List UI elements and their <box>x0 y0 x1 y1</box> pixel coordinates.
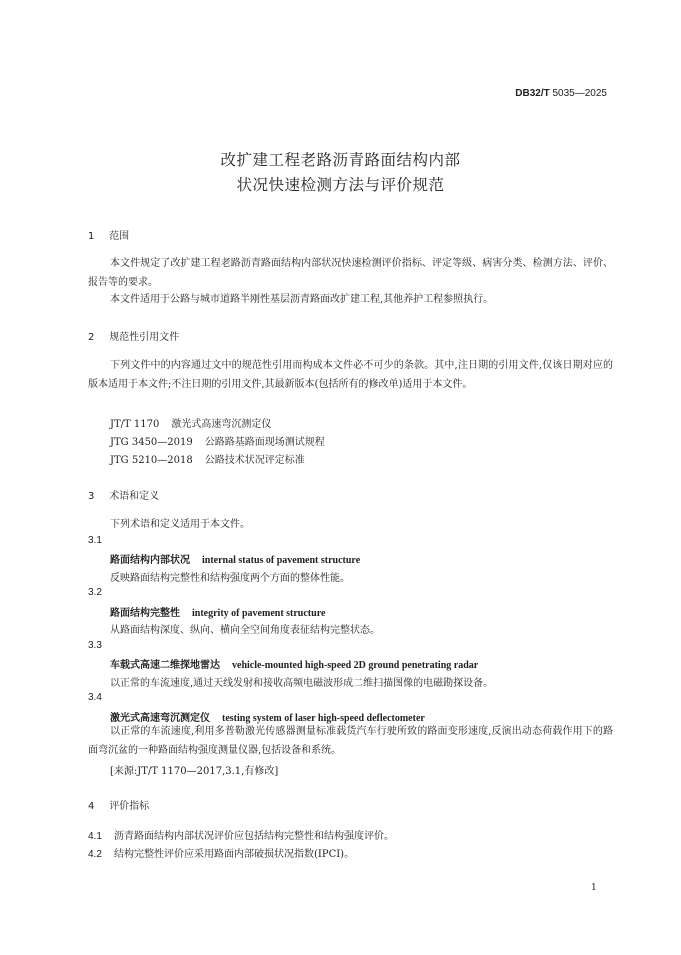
title-line-1: 改扩建工程老路沥青路面结构内部 <box>220 151 461 169</box>
term-heading <box>110 604 325 619</box>
section-title: 术语和定义 <box>109 491 160 502</box>
reference-code: JTG 5210—2018 <box>110 455 193 466</box>
term-number: 3.4 <box>88 692 102 703</box>
term-definition: 反映路面结构完整性和结构强度两个方面的整体性能。 <box>110 573 350 584</box>
term-english: testing system of laser high-speed deflectometer <box>222 713 425 724</box>
term-source: [来源:JT/T 1170—2017,3.1,有修改] <box>110 766 279 777</box>
clause-item <box>88 845 354 860</box>
section-2-heading <box>88 328 179 343</box>
clause-text: 结构完整性评价应采用路面内部破损状况指数(IPCI)。 <box>114 849 355 860</box>
terms-intro: 下列术语和定义适用于本文件。 <box>110 519 250 530</box>
term-english: vehicle-mounted high-speed 2D ground penetrating radar <box>232 660 479 671</box>
reference-item <box>110 451 305 466</box>
section-title: 规范性引用文件 <box>109 332 180 343</box>
clause-number: 4.2 <box>88 849 102 860</box>
section-number: 4 <box>88 801 95 812</box>
standard-code-number: 5035—2025 <box>552 88 607 99</box>
reference-code: JTG 3450—2019 <box>110 437 193 448</box>
scope-paragraph-2: 本文件适用于公路与城市道路半刚性基层沥青路面改扩建工程,其他养护工程参照执行。 <box>110 294 494 305</box>
page-number: 1 <box>591 883 597 893</box>
scope-paragraph-1: 本文件规定了改扩建工程老路沥青路面结构内部状况快速检测评价指标、评定等级、病害分类、检测方法、评价、报告等的要求。 <box>88 258 613 288</box>
clause-text: 沥青路面结构内部状况评价应包括结构完整性和结构强度评价。 <box>114 831 394 842</box>
document-title <box>0 148 681 198</box>
clause-item <box>88 827 394 842</box>
section-3-heading <box>88 487 159 502</box>
reference-item <box>110 415 271 430</box>
section-number: 2 <box>88 332 95 343</box>
section-number: 3 <box>88 491 95 502</box>
standard-code <box>515 88 607 99</box>
term-english: internal status of pavement structure <box>202 555 361 566</box>
reference-name: 激光式高速弯沉测定仪 <box>171 419 272 430</box>
term-number: 3.3 <box>88 640 102 651</box>
term-definition: 从路面结构深度、纵向、横向全空间角度表征结构完整状态。 <box>110 625 380 636</box>
term-chinese: 车载式高速二维探地雷达 <box>110 660 220 671</box>
section-title: 范围 <box>109 231 130 242</box>
term-chinese: 激光式高速弯沉测定仪 <box>110 713 210 724</box>
title-line-2: 状况快速检测方法与评价规范 <box>236 176 445 194</box>
normative-references-paragraph: 下列文件中的内容通过文中的规范性引用而构成本文件必不可少的条款。其中,注日期的引用文件,仅该日期对应的版本适用于本文件;不注日期的引用文件,其最新版本(包括所有的修改单)适用于本文件。 <box>88 360 613 390</box>
reference-name: 公路路基路面现场测试规程 <box>204 437 325 448</box>
reference-name: 公路技术状况评定标准 <box>204 455 305 466</box>
term-heading <box>110 551 360 566</box>
section-1-heading <box>88 227 129 242</box>
section-title: 评价指标 <box>109 801 150 812</box>
clause-number: 4.1 <box>88 831 102 842</box>
section-number: 1 <box>88 231 95 242</box>
section-4-heading <box>88 797 149 812</box>
reference-item <box>110 433 325 448</box>
reference-code: JT/T 1170 <box>110 419 160 430</box>
term-heading <box>110 656 478 671</box>
term-number: 3.1 <box>88 535 102 546</box>
term-english: integrity of pavement structure <box>192 608 326 619</box>
term-chinese: 路面结构内部状况 <box>110 555 190 566</box>
term-chinese: 路面结构完整性 <box>110 608 180 619</box>
term-definition: 以正常的车流速度,通过天线发射和接收高频电磁波形成二维扫描图像的电磁勘探设备。 <box>110 678 494 689</box>
term-number: 3.2 <box>88 587 102 598</box>
term-definition: 以正常的车流速度,利用多普勒激光传感器测量标准载货汽车行驶所致的路面变形速度,反演出动态荷载作用下的路面弯沉盆的一种路面结构强度测量仪器,包括设备和系统。 <box>88 726 613 756</box>
standard-code-prefix: DB32/T <box>515 88 550 99</box>
